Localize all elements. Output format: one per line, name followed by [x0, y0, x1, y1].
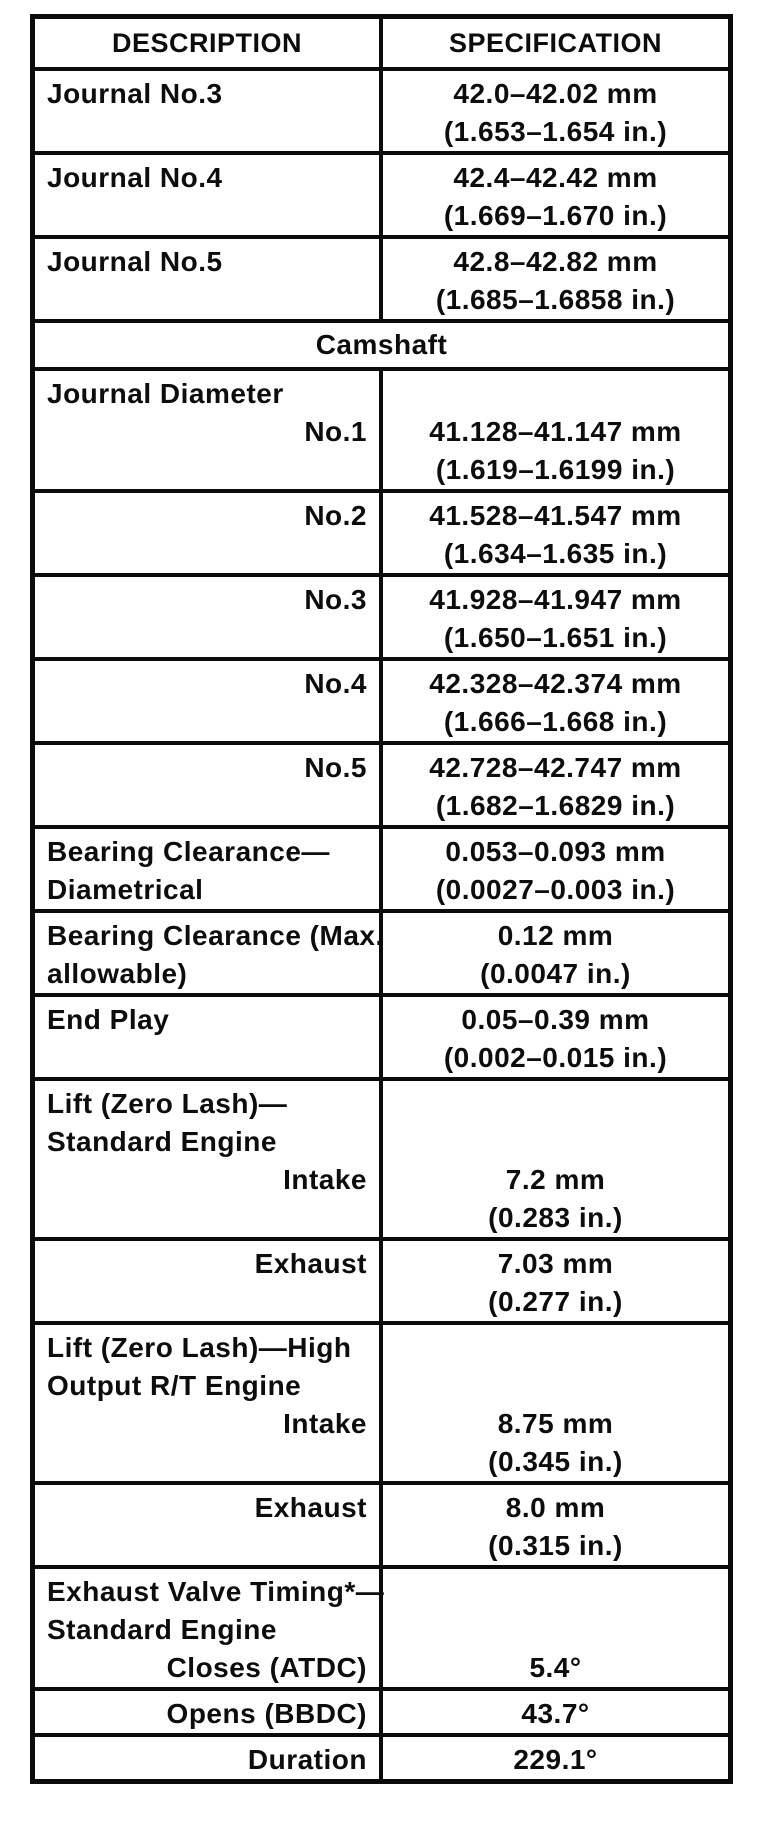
table-body [35, 71, 728, 1779]
description-line: Closes (ATDC) [166, 1652, 367, 1683]
specification-line: 7.2 mm [505, 1164, 606, 1195]
description-cell [35, 1569, 383, 1687]
table-header-row [35, 19, 728, 71]
description-line: Journal No.3 [47, 78, 223, 109]
description-cell [35, 913, 383, 993]
specification-cell [383, 745, 728, 825]
description-cell [35, 1691, 383, 1733]
description-line [47, 113, 369, 151]
specification-line: 41.928–41.947 mm [429, 584, 682, 615]
specification-line: (0.0047 in.) [480, 958, 631, 989]
specification-cell [383, 1081, 728, 1237]
description-line: allowable) [47, 958, 188, 989]
specification-cell [383, 239, 728, 319]
table-row [35, 1569, 728, 1691]
description-line: No.5 [304, 752, 367, 783]
description-line: Intake [283, 1164, 367, 1195]
description-line: Diametrical [47, 874, 204, 905]
specification-line: (0.315 in.) [488, 1530, 623, 1561]
description-cell [35, 1325, 383, 1481]
description-line: No.3 [304, 584, 367, 615]
specification-line: (1.634–1.635 in.) [443, 538, 668, 569]
description-cell [35, 371, 383, 489]
description-cell [35, 1737, 383, 1779]
description-line: No.2 [304, 500, 367, 531]
description-cell [35, 155, 383, 235]
specification-line: (1.685–1.6858 in.) [435, 284, 676, 315]
specification-line: (0.002–0.015 in.) [443, 1042, 668, 1073]
table-row [35, 155, 728, 239]
description-line [47, 703, 369, 741]
specification-line: 41.128–41.147 mm [429, 416, 682, 447]
specification-line: 8.75 mm [497, 1408, 614, 1439]
description-line [47, 281, 369, 319]
specification-cell [383, 1691, 728, 1733]
section-row [35, 323, 728, 371]
specification-line [389, 1573, 722, 1611]
description-line: No.4 [304, 668, 367, 699]
specification-line: (1.666–1.668 in.) [443, 706, 668, 737]
table-row [35, 745, 728, 829]
specification-line: 0.05–0.39 mm [461, 1004, 650, 1035]
table-row [35, 1081, 728, 1241]
description-line: Intake [283, 1408, 367, 1439]
description-line: Exhaust Valve Timing*— [47, 1576, 385, 1607]
specification-line: (0.283 in.) [488, 1202, 623, 1233]
specification-cell [383, 493, 728, 573]
description-line [47, 451, 369, 489]
description-line [47, 1199, 369, 1237]
table-row [35, 1485, 728, 1569]
description-line [47, 787, 369, 825]
table-row [35, 1691, 728, 1737]
description-line: End Play [47, 1004, 170, 1035]
description-line [47, 535, 369, 573]
specification-line: 8.0 mm [505, 1492, 606, 1523]
description-cell [35, 661, 383, 741]
specification-line: 42.4–42.42 mm [453, 162, 658, 193]
specification-line: 42.328–42.374 mm [429, 668, 682, 699]
description-cell [35, 1241, 383, 1321]
specification-cell [383, 1485, 728, 1565]
specification-line: (0.277 in.) [488, 1286, 623, 1317]
description-line: Bearing Clearance— [47, 836, 330, 867]
specification-line: 0.12 mm [497, 920, 614, 951]
description-line: Duration [247, 1744, 367, 1775]
specification-line: (0.0027–0.003 in.) [435, 874, 676, 905]
table-row [35, 829, 728, 913]
description-line: Output R/T Engine [47, 1370, 302, 1401]
specification-line: 42.0–42.02 mm [453, 78, 658, 109]
description-line [47, 619, 369, 657]
description-cell [35, 493, 383, 573]
table-row [35, 1241, 728, 1325]
specification-line: 7.03 mm [497, 1248, 614, 1279]
specification-cell [383, 577, 728, 657]
specification-cell [383, 1241, 728, 1321]
table-row [35, 239, 728, 323]
specification-cell [383, 1569, 728, 1687]
specification-cell [383, 155, 728, 235]
specification-column-header: SPECIFICATION [448, 27, 662, 58]
table-row [35, 997, 728, 1081]
specification-line: (1.619–1.6199 in.) [435, 454, 676, 485]
description-line: Standard Engine [47, 1126, 277, 1157]
specification-line: (1.653–1.654 in.) [443, 116, 668, 147]
specification-line: (1.650–1.651 in.) [443, 622, 668, 653]
description-line: Standard Engine [47, 1614, 277, 1645]
specification-table [30, 14, 733, 1784]
description-line: Journal No.5 [47, 246, 223, 277]
description-line [47, 1039, 369, 1077]
description-column-header: DESCRIPTION [35, 19, 383, 67]
specification-line [389, 375, 722, 413]
description-cell [35, 745, 383, 825]
specification-cell [383, 913, 728, 993]
description-line [47, 197, 369, 235]
description-line [47, 1283, 369, 1321]
description-line: No.1 [304, 416, 367, 447]
description-cell [35, 997, 383, 1077]
specification-line [389, 1611, 722, 1649]
description-line: Exhaust [254, 1248, 367, 1279]
specification-line: 229.1° [513, 1744, 598, 1775]
table-row [35, 913, 728, 997]
description-line: Opens (BBDC) [166, 1698, 367, 1729]
specification-cell [383, 997, 728, 1077]
table-row [35, 371, 728, 493]
specification-line: (1.669–1.670 in.) [443, 200, 668, 231]
specification-line: 43.7° [521, 1698, 590, 1729]
specification-line: 41.528–41.547 mm [429, 500, 682, 531]
specification-line: 42.728–42.747 mm [429, 752, 682, 783]
table-row [35, 493, 728, 577]
specification-line [389, 1085, 722, 1123]
table-row [35, 661, 728, 745]
description-line: Journal Diameter [47, 378, 284, 409]
description-cell [35, 829, 383, 909]
specification-line [389, 1329, 722, 1367]
specification-cell [383, 661, 728, 741]
specification-line: (1.682–1.6829 in.) [435, 790, 676, 821]
description-line [47, 1527, 369, 1565]
table-row [35, 1325, 728, 1485]
description-line [47, 1443, 369, 1481]
specification-line [389, 1367, 722, 1405]
description-line: Bearing Clearance (Max. [47, 920, 384, 951]
specification-cell [383, 1325, 728, 1481]
description-line: Exhaust [254, 1492, 367, 1523]
table-row [35, 577, 728, 661]
table-row [35, 71, 728, 155]
specification-line [389, 1123, 722, 1161]
description-cell [35, 239, 383, 319]
section-header-camshaft: Camshaft [315, 329, 448, 360]
description-cell [35, 1485, 383, 1565]
description-line: Lift (Zero Lash)—High [47, 1332, 352, 1363]
specification-cell [383, 371, 728, 489]
description-line: Lift (Zero Lash)— [47, 1088, 288, 1119]
table-row [35, 1737, 728, 1779]
specification-cell [383, 1737, 728, 1779]
description-cell [35, 1081, 383, 1237]
description-cell [35, 71, 383, 151]
specification-line: (0.345 in.) [488, 1446, 623, 1477]
specification-cell [383, 71, 728, 151]
description-cell [35, 577, 383, 657]
specification-line: 0.053–0.093 mm [445, 836, 666, 867]
description-line: Journal No.4 [47, 162, 223, 193]
specification-line: 5.4° [529, 1652, 582, 1683]
specification-line: 42.8–42.82 mm [453, 246, 658, 277]
specification-cell [383, 829, 728, 909]
